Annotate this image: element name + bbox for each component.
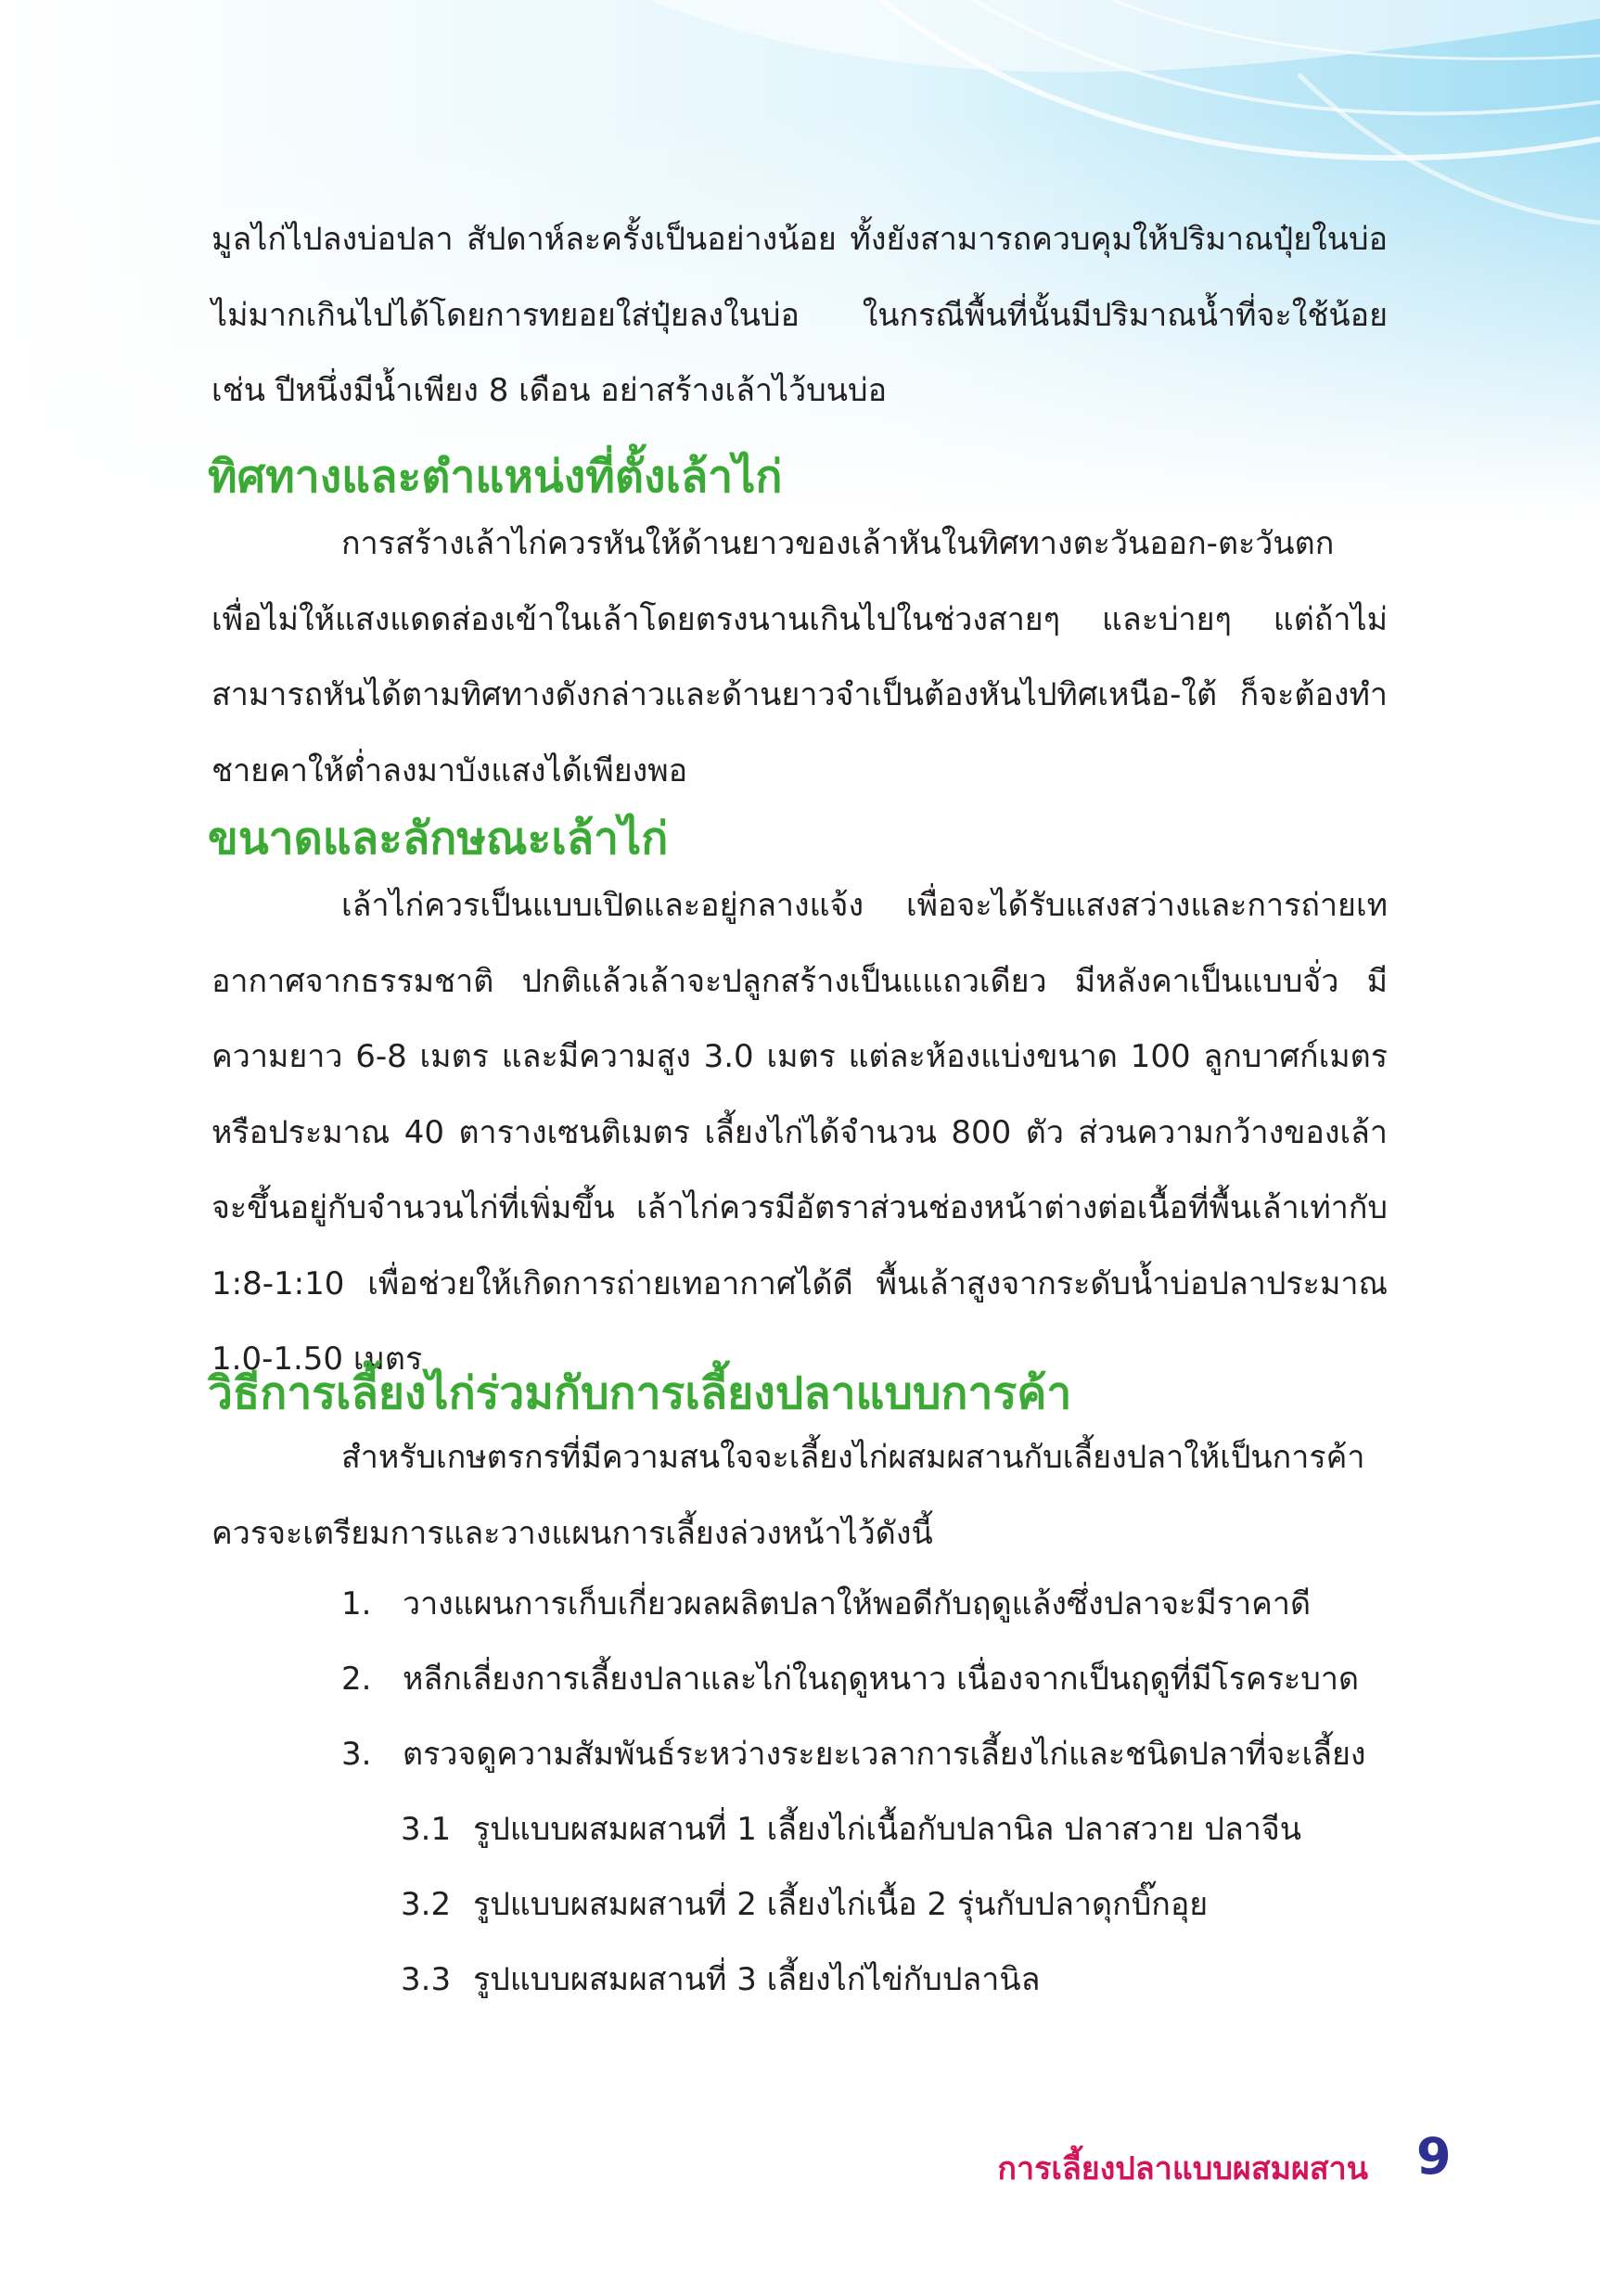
list-item <box>341 1656 1389 1702</box>
heading-commercial-method: วิธีการเลี้ยงไก่ร่วมกับการเลี้ยงปลาแบบการค้า <box>208 1367 1072 1419</box>
list-text: ตรวจดูความสัมพันธ์ระหว่างระยะเวลาการเลี้ยงไก่และชนิดปลาที่จะเลี้ยง <box>403 1736 1366 1773</box>
list-number: 1. <box>341 1585 372 1623</box>
paragraph-coop-direction: การสร้างเล้าไก่ควรหันให้ด้านยาวของเล้าหันในทิศทางตะวันออก-ตะวันตก เพื่อไม่ให้แสงแดดส่องเข้าในเล้าโดยตรงนานเกินไปในช่วงสายๆ และบ่ายๆ แต่ถ้าไม่สามารถหันได้ตามทิศทางดังกล่าวและด้านยาวจำเป็นต้องหันไปทิศเหนือ-ใต้ ก็จะต้องทำชายคาให้ต่ำลงมาบังแสงได้เพียงพอ <box>211 525 1388 789</box>
page-number: 9 <box>1416 2127 1452 2186</box>
sub-list-number: 3.2 <box>401 1886 452 1923</box>
sub-list-item <box>401 1881 1389 1928</box>
sub-list-number: 3.3 <box>401 1961 452 1998</box>
heading-coop-direction: ทิศทางและตำแหน่งที่ตั้งเล้าไก่ <box>208 451 783 503</box>
sub-list-item <box>401 1956 1389 2003</box>
list-text: หลีกเลี่ยงการเลี้ยงปลาและไก่ในฤดูหนาว เนื่องจากเป็นฤดูที่มีโรคระบาด <box>403 1661 1360 1698</box>
list-text: วางแผนการเก็บเกี่ยวผลผลิตปลาให้พอดีกับฤดูแล้งซึ่งปลาจะมีราคาดี <box>403 1585 1312 1623</box>
paragraph-commercial-method: สำหรับเกษตรกรที่มีความสนใจจะเลี้ยงไก่ผสมผสานกับเลี้ยงปลาให้เป็นการค้าควรจะเตรียมการและวางแผนการเลี้ยงล่วงหน้าไว้ดังนี้ <box>211 1439 1365 1552</box>
list-number: 2. <box>341 1661 372 1698</box>
sub-list-text: รูปแบบผสมผสานที่ 2 เลี้ยงไก่เนื้อ 2 รุ่นกับปลาดุกบิ๊กอุย <box>473 1886 1209 1923</box>
sub-list-item <box>401 1806 1389 1853</box>
list-number: 3. <box>341 1736 372 1773</box>
heading-coop-size: ขนาดและลักษณะเล้าไก่ <box>208 813 669 865</box>
sub-list-number: 3.1 <box>401 1811 452 1848</box>
list-item <box>341 1731 1389 1777</box>
paragraph-coop-size: เล้าไก่ควรเป็นแบบเปิดและอยู่กลางแจ้ง เพื่อจะได้รับแสงสว่างและการถ่ายเทอากาศจากธรรมชาติ ปกติแล้วเล้าจะปลูกสร้างเป็นแแถวเดียว มีหลังคาเป็นแบบจั่ว มีความยาว 6-8 เมตร และมีความสูง 3.0 เมตร แต่ละห้องแบ่งขนาด 100 ลูกบาศก์เมตร หรือประมาณ 40 ตารางเซนติเมตร เลี้ยงไก่ได้จำนวน 800 ตัว ส่วนความกว้างของเล้าจะขึ้นอยู่กับจำนวนไก่ที่เพิ่มขึ้น เล้าไก่ควรมีอัตราส่วนช่องหน้าต่างต่อเนื้อที่พื้นเล้าเท่ากับ 1:8-1:10 เพื่อช่วยให้เกิดการถ่ายเทอากาศได้ดี พื้นเล้าสูงจากระดับน้ำบ่อปลาประมาณ 1.0-1.50 เมตร <box>211 887 1388 1378</box>
sub-list-text: รูปแบบผสมผสานที่ 1 เลี้ยงไก่เนื้อกับปลานิล ปลาสวาย ปลาจีน <box>473 1811 1302 1848</box>
intro-paragraph: มูลไก่ไปลงบ่อปลา สัปดาห์ละครั้งเป็นอย่างน้อย ทั้งยังสามารถควบคุมให้ปริมาณปุ๋ยในบ่อไม่มากเกินไปได้โดยการทยอยใส่ปุ๋ยลงในบ่อ ในกรณีพื้นที่นั้นมีปริมาณน้ำที่จะใช้น้อย เช่น ปีหนึ่งมีน้ำเพียง 8 เดือน อย่าสร้างเล้าไว้บนบ่อ <box>211 221 1388 409</box>
list-item <box>341 1581 1389 1627</box>
sub-list-text: รูปแบบผสมผสานที่ 3 เลี้ยงไก่ไข่กับปลานิล <box>473 1961 1041 1998</box>
footer-book-title: การเลี้ยงปลาแบบผสมผสาน <box>997 2150 1368 2187</box>
